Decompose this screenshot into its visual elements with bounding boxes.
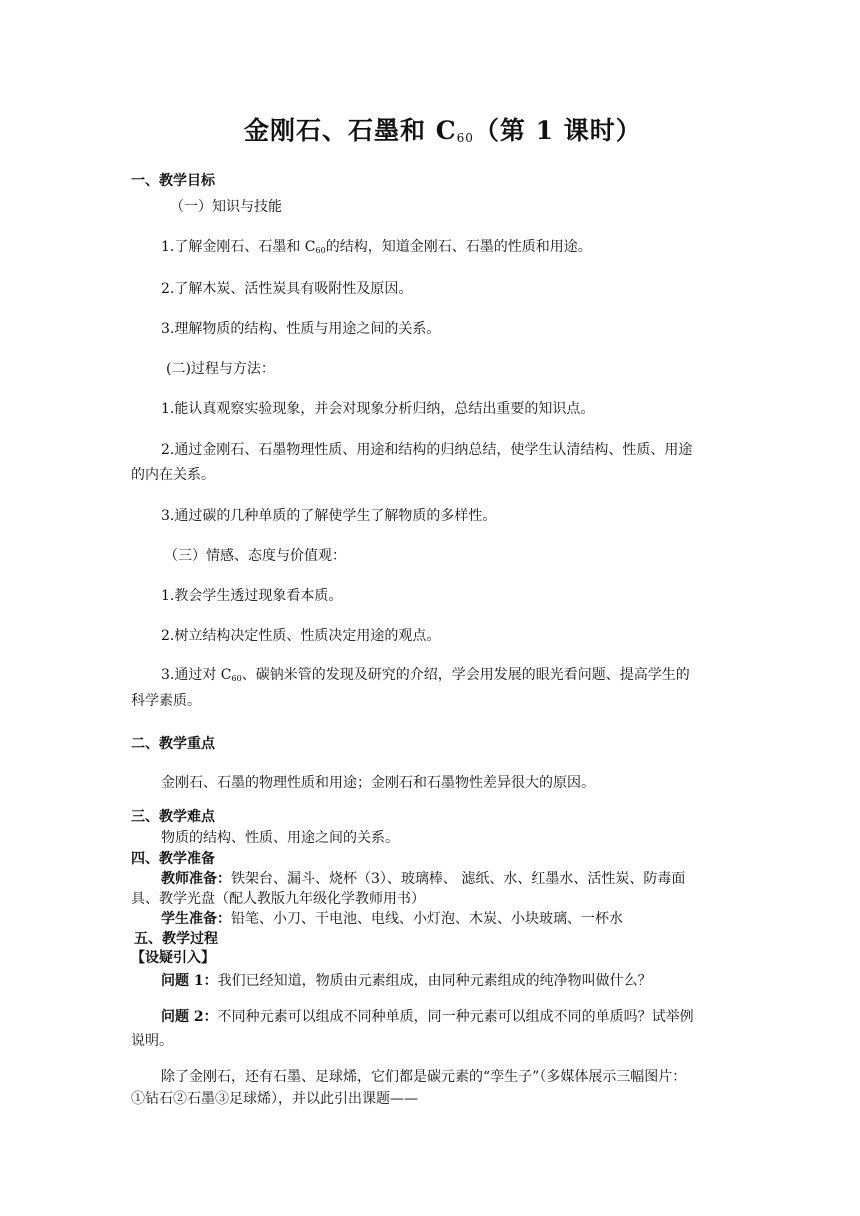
knowledge-item-2: 2.了解木炭、活性炭具有吸附性及原因。	[161, 281, 413, 297]
intro-paragraph-line-2: ①钻石②石墨③足球烯），并以此引出课题——	[131, 1091, 418, 1107]
process-item-3: 3.通过碳的几种单质的了解使学生了解物质的多样性。	[161, 508, 497, 524]
attitude-item-3-line-2: 科学素质。	[131, 693, 201, 709]
subheading-process-methods: (二)过程与方法：	[166, 361, 275, 377]
teacher-preparation-line-2: 具、教学光盘（配人教版九年级化学教师用书）	[131, 891, 425, 907]
attitude-item-3-line-1: 3.通过对 $C_{60}$、碳钠米管的发现及研究的介绍，学会用发展的眼光看问题、提高学生的	[161, 667, 690, 683]
question-1-label: 问题 1：	[161, 973, 218, 989]
subheading-knowledge-skills: （一）知识与技能	[170, 199, 282, 215]
key-points-text: 金刚石、石墨的物理性质和用途；金刚石和石墨物性差异很大的原因。	[161, 775, 595, 791]
document-title: 金刚石、石墨和 $C_{60}$（第 1 课时）	[244, 116, 642, 145]
student-preparation: 学生准备：铅笔、小刀、干电池、电线、小灯泡、木炭、小块玻璃、一杯水	[161, 911, 623, 927]
attitude-item-2: 2.树立结构决定性质、性质决定用途的观点。	[161, 628, 441, 644]
teacher-preparation-label: 教师准备：	[161, 871, 231, 887]
question-1: 问题 1：我们已经知道，物质由元素组成，由同种元素组成的纯净物叫做什么？	[161, 973, 652, 989]
section-heading-difficulties: 三、教学难点	[131, 809, 215, 825]
student-preparation-label: 学生准备：	[161, 911, 231, 927]
knowledge-item-1: 1.了解金刚石、石墨和 $C_{60}$的结构，知道金刚石、石墨的性质和用途。	[161, 239, 592, 255]
process-item-2-line-2: 的内在关系。	[131, 467, 215, 483]
difficulties-text: 物质的结构、性质、用途之间的关系。	[161, 830, 399, 846]
intro-paragraph-line-1: 除了金刚石，还有石墨、足球烯，它们都是碳元素的“孪生子”（多媒体展示三幅图片：	[161, 1069, 687, 1085]
process-item-2-line-1: 2.通过金刚石、石墨物理性质、用途和结构的归纳总结，使学生认清结构、性质、用途	[161, 442, 693, 458]
question-2-line-2: 说明。	[131, 1033, 173, 1049]
section-heading-objectives: 一、教学目标	[131, 173, 215, 189]
section-heading-teaching-process: 五、教学过程	[134, 931, 218, 947]
question-2-line-1: 问题 2：不同种元素可以组成不同种单质，同一种元素可以组成不同的单质吗？试举例	[161, 1009, 694, 1025]
question-2-label: 问题 2：	[161, 1009, 218, 1025]
knowledge-item-3: 3.理解物质的结构、性质与用途之间的关系。	[161, 321, 441, 337]
teacher-preparation-line-1: 教师准备：铁架台、漏斗、烧杯（3）、玻璃棒、 滤纸、水、红墨水、活性炭、防毒面	[161, 871, 686, 887]
subheading-attitudes-values: （三）情感、态度与价值观：	[164, 548, 346, 564]
process-item-1: 1.能认真观察实验现象，并会对现象分析归纳，总结出重要的知识点。	[161, 401, 595, 417]
section-heading-key-points: 二、教学重点	[131, 736, 215, 752]
attitude-item-1: 1.教会学生透过现象看本质。	[161, 588, 343, 604]
intro-heading: 【设疑引入】	[131, 950, 215, 966]
section-heading-preparation: 四、教学准备	[131, 851, 215, 867]
